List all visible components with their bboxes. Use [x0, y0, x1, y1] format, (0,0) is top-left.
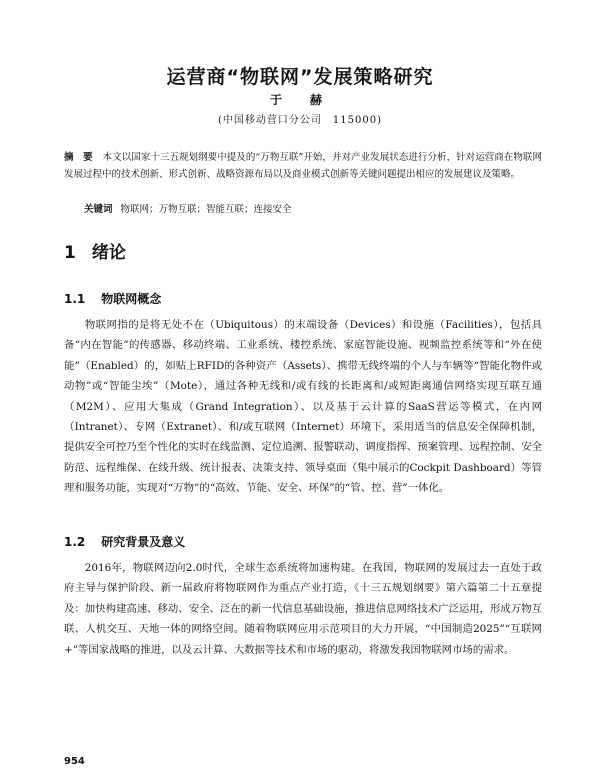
subsection-heading-iot-concept	[64, 290, 161, 307]
keywords-label: 关键词	[84, 204, 113, 215]
subsection-title: 物联网概念	[101, 292, 162, 306]
keywords-text: 物联网；万物互联；智能互联；连接安全	[120, 204, 292, 215]
paragraph-iot-concept: 物联网指的是将无处不在（Ubiquitous）的末端设备（Devices）和设施（Facilities），包括具备“内在智能”的传感器、移动终端、工业系统、楼控系统、家庭智能设施、视频监控系统等和“外在使能”（Enabled）的，如贴上RFID的各种资产（Assets）、携带无线终端的个人与车辆等“智能化物件或动物”或“智能尘埃”（Mote），通过各种无线和/或有线的长距离和/或短距离通信网络实现互联互通（M2M）、应用大集成（Grand Integration）、以及基于云计算的SaaS营运等模式，在内网（Intranet）、专网（Extranet）、和/或互联网（Internet）环境下，采用适当的信息安全保障机制，提供安全可控乃至个性化的实时在线监测、定位追溯、报警联动、调度指挥、预案管理、远程控制、安全防范、远程维保、在线升级、统计报表、决策支持、领导桌面（集中展示的Cockpit Dashboard）等管理和服务功能，实现对“万物”的“高效、节能、安全、环保”的“管、控、营”一体化。	[64, 319, 542, 495]
abstract-label: 摘 要	[64, 152, 93, 163]
subsection-title: 研究背景及意义	[101, 535, 186, 549]
subsection-number: 1.1	[64, 292, 86, 306]
section-title: 绪论	[91, 243, 126, 263]
section-number: 1	[64, 243, 76, 263]
author-name: 于 赫	[269, 93, 330, 107]
abstract	[64, 149, 542, 183]
keywords	[84, 201, 544, 218]
subsection-heading-background	[64, 533, 185, 550]
subsection-number: 1.2	[64, 535, 86, 549]
paper-title: 运营商“物联网”发展策略研究	[166, 66, 434, 88]
section-heading-introduction	[64, 238, 126, 263]
abstract-text: 本文以国家十三五规划纲要中提及的“万物互联”开始，并对产业发展状态进行分析，针对运营商在物联网发展过程中的技术创新、形式创新、战略资源布局以及商业模式创新等关键问题提出相应的发展建议及策略。	[64, 152, 542, 180]
author-affiliation: (中国移动营口分公司 115000)	[218, 115, 382, 126]
page-number: 954	[64, 756, 85, 767]
paragraph-background: 2016年，物联网迈向2.0时代，全球生态系统将加速构建。在我国，物联网的发展过去一直处于政府主导与保护阶段、新一届政府将物联网作为重点产业打造，《十三五规划纲要》第六篇第二十五章提及：加快构建高速、移动、安全、泛在的新一代信息基础设施，推进信息网络技术广泛运用，形成万物互联、人机交互、天地一体的网络空间。随着物联网应用示范项目的大力开展，“中国制造2025”“互联网+”等国家战略的推进，以及云计算、大数据等技术和市场的驱动，将激发我国物联网市场的需求。	[64, 562, 542, 656]
